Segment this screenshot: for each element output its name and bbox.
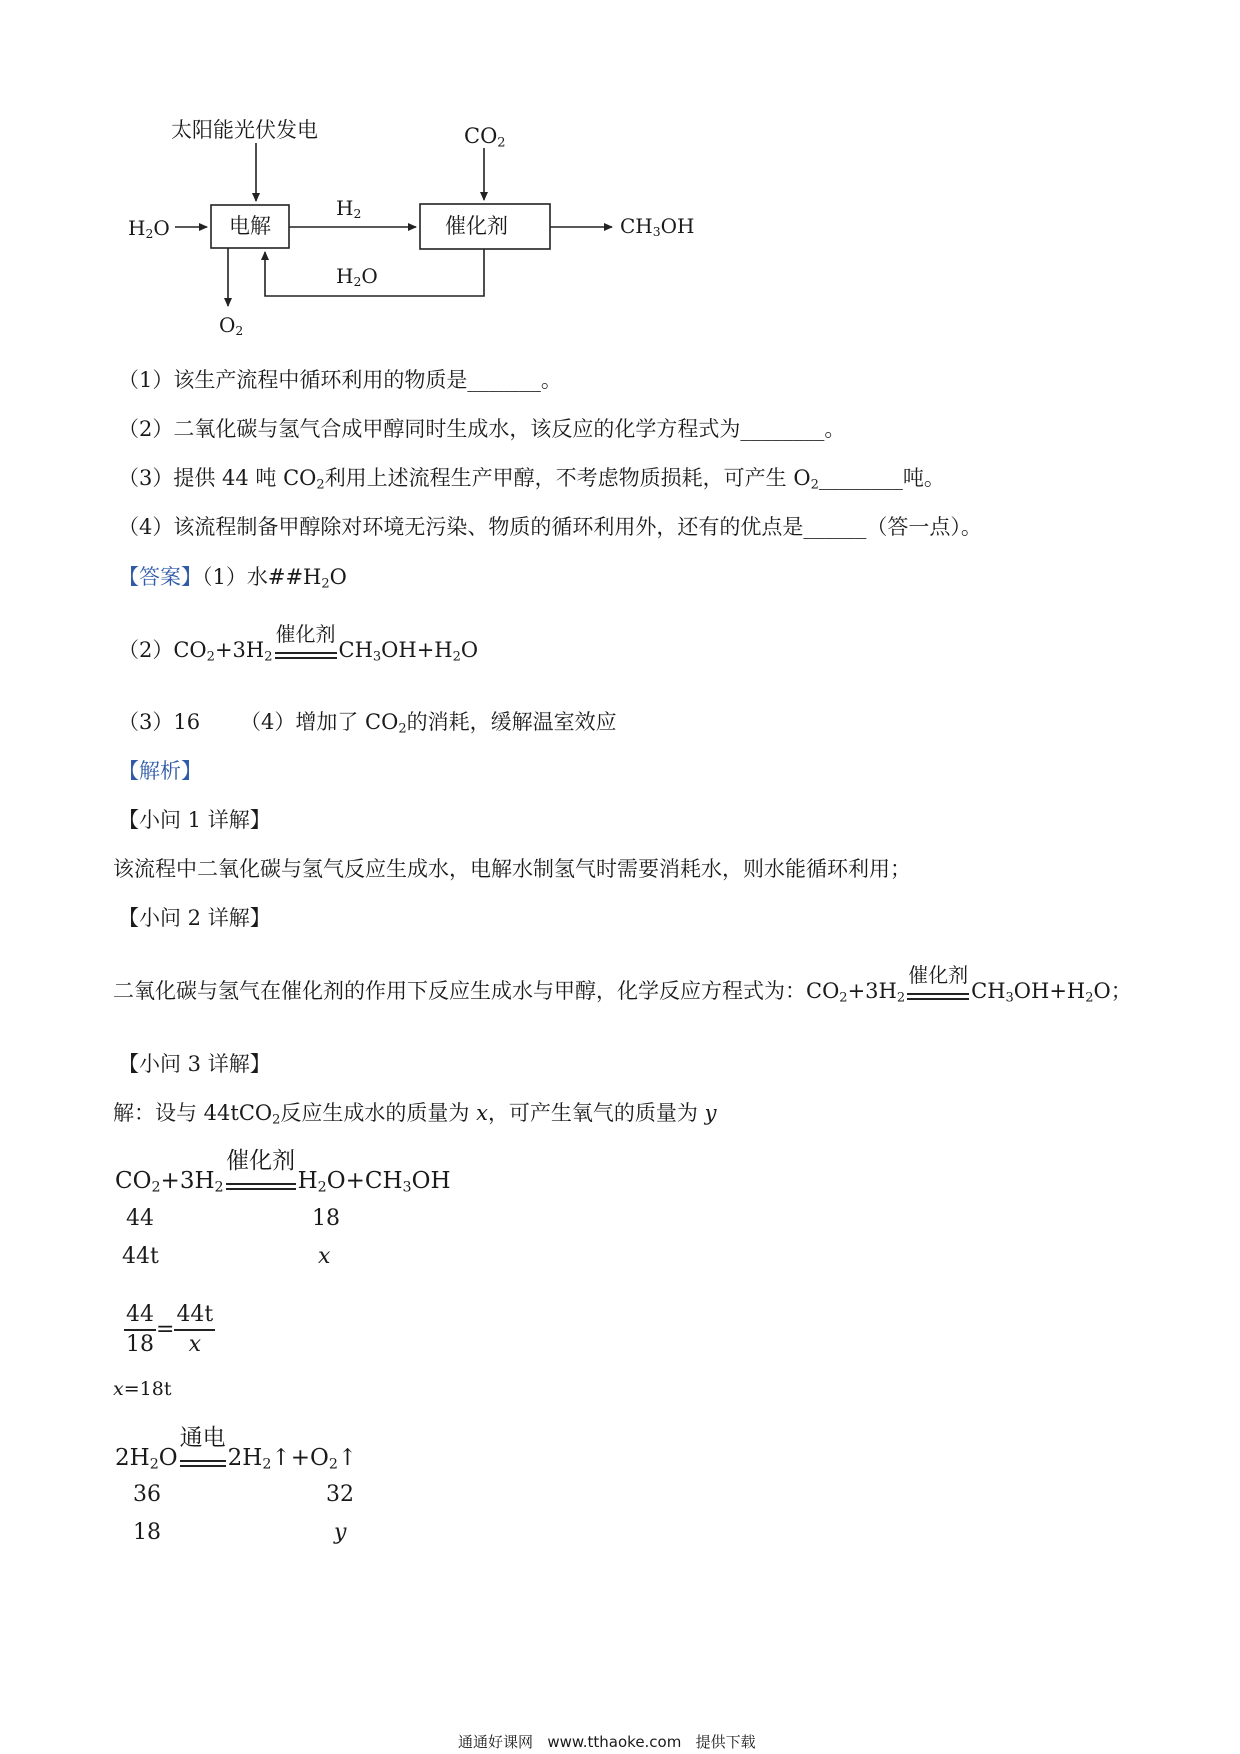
sub-question-1-heading: 【小问 1 详解】	[118, 808, 271, 832]
flow-diagram-lines	[0, 0, 1240, 360]
sub-question-2-heading: 【小问 2 详解】	[118, 906, 271, 930]
answer-line-4: （4）增加了 $CO_2$的消耗，缓解温室效应	[240, 710, 617, 737]
solar-label: 太阳能光伏发电	[171, 118, 318, 142]
reaction-condition-arrow: 通电	[178, 1444, 228, 1472]
calc1-given-1: 44t	[122, 1244, 159, 1269]
reaction-condition-arrow: 催化剂	[273, 636, 339, 664]
analysis-tag: 【解析】	[118, 759, 202, 783]
question-1: （1）该生产流程中循环利用的物质是_______。	[118, 368, 562, 392]
footer-tail: 提供下载	[695, 1733, 756, 1751]
sub-question-3-intro: 解：设与 44tCO$_2$反应生成水的质量为 x，可产生氧气的质量为 y	[113, 1101, 717, 1128]
h2o-input-label: $H_2O$	[128, 216, 170, 242]
calc2-given-2: y	[334, 1520, 347, 1545]
h2o-return-label: $H_2O$	[336, 264, 378, 290]
calc1-proportion: $\frac{44}{18}$ = $\frac{44t}{x}$	[126, 1302, 214, 1357]
page-footer	[458, 1731, 756, 1752]
calc1-given-2: x	[318, 1244, 331, 1269]
answer-line-3: （3）16	[118, 710, 201, 734]
calc2-given-1: 18	[133, 1520, 161, 1545]
calc1-molar-mass-1: 44	[126, 1206, 154, 1231]
answer-line-1: 【答案】（1）水$\#\#H_2O$	[118, 565, 347, 592]
catalyst-label: 催化剂	[445, 214, 508, 238]
calc2-molar-mass-2: 32	[326, 1482, 354, 1507]
question-3: （3）提供 44 吨 $CO_2$利用上述流程生产甲醇，不考虑物质损耗，可产生 $O_2\_\_\_\_\_\_\_\_$吨。	[118, 466, 945, 493]
reaction-condition-arrow: 催化剂	[224, 1167, 298, 1195]
answer-tag: 【答案】	[118, 565, 202, 589]
calc1-result: x=18t	[113, 1378, 172, 1400]
footer-url[interactable]: www.tthaoke.com	[547, 1733, 682, 1751]
sub-question-1-text: 该流程中二氧化碳与氢气反应生成水，电解水制氢气时需要消耗水，则水能循环利用；	[113, 857, 911, 881]
calc1-molar-mass-2: 18	[312, 1206, 340, 1231]
calc1-equation: $CO_2+3H_2$ 催化剂 $H_2O+CH_3OH$	[115, 1148, 451, 1196]
question-2: （2）二氧化碳与氢气合成甲醇同时生成水，该反应的化学方程式为________。	[118, 417, 846, 441]
electrolysis-label: 电解	[229, 214, 271, 238]
h2-label: $H_2$	[336, 196, 362, 222]
footer-site: 通通好课网	[458, 1733, 534, 1751]
calc2-equation: $2H_2O$ 通电 $2H_2↑+O_2↑$	[115, 1425, 358, 1473]
o2-output-label: $O_2$	[219, 313, 244, 339]
calc2-molar-mass-1: 36	[133, 1482, 161, 1507]
sub-question-2-text: 二氧化碳与氢气在催化剂的作用下反应生成水与甲醇，化学反应方程式为：$CO_2+3H_2$ 催化剂 $CH_3OH+H_2O$；	[113, 963, 1132, 1006]
co2-top-label: $CO_2$	[464, 124, 506, 151]
answer-line-2: $(2)CO_2+3H_2$ 催化剂 $CH_3OH+H_2O$	[118, 622, 479, 665]
reaction-condition-arrow: 催化剂	[905, 977, 971, 1005]
question-4: （4）该流程制备甲醇除对环境无污染、物质的循环利用外，还有的优点是______（答一点）。	[118, 515, 982, 539]
product-label: $CH_3OH$	[620, 214, 695, 240]
sub-question-3-heading: 【小问 3 详解】	[118, 1052, 271, 1076]
